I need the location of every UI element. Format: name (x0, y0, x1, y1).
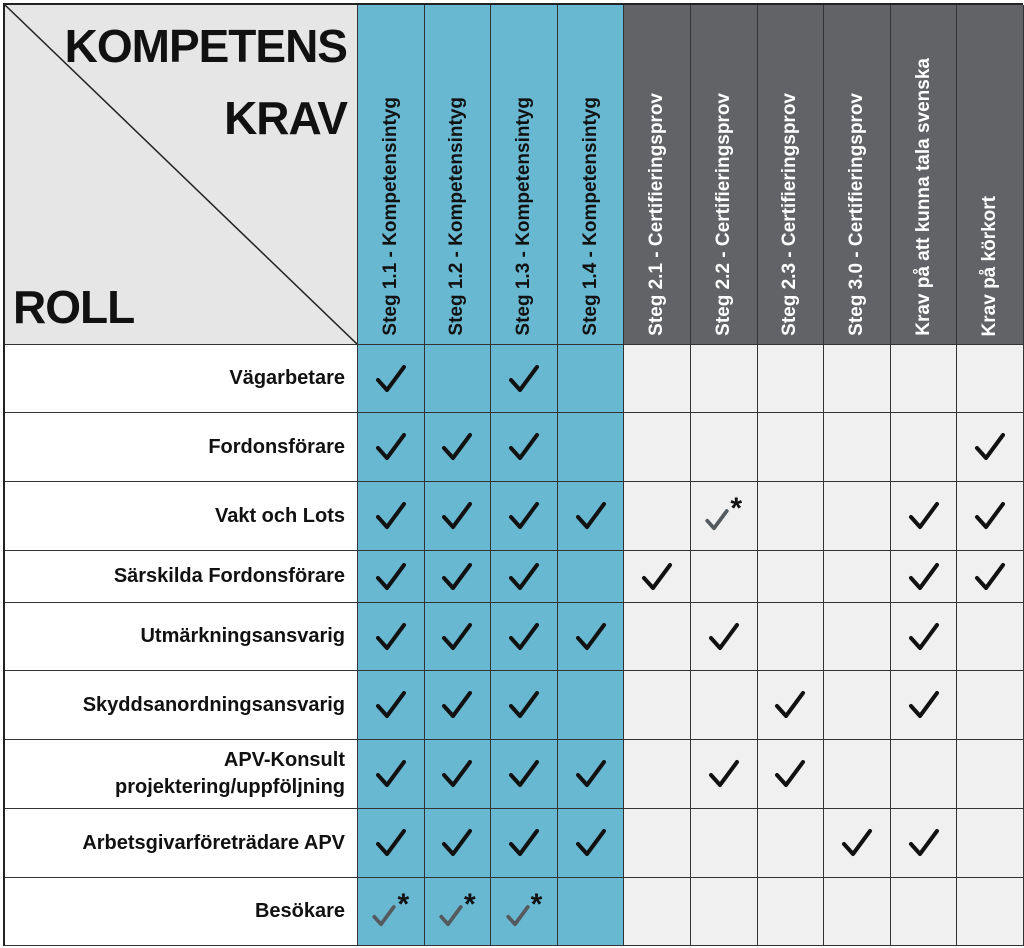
matrix-cell (957, 551, 1024, 603)
matrix-cell (758, 551, 825, 603)
matrix-cell (824, 671, 891, 740)
matrix-cell (824, 551, 891, 603)
check-icon (441, 689, 473, 721)
check-icon (908, 827, 940, 859)
matrix-cell (425, 740, 492, 809)
column-header-label: Steg 1.4 - Kompetensintyg (579, 97, 601, 336)
column-header-2 (425, 5, 492, 345)
matrix-cell (491, 345, 558, 413)
column-header-6 (691, 5, 758, 345)
matrix-cell (624, 671, 691, 740)
asterisk-mark: * (530, 887, 543, 921)
matrix-cell (558, 671, 625, 740)
matrix-cell (691, 413, 758, 482)
asterisk-mark: * (397, 887, 410, 921)
check-icon (441, 561, 473, 593)
matrix-cell (957, 413, 1024, 482)
matrix-cell (425, 878, 492, 946)
column-header-9 (891, 5, 958, 345)
check-icon (508, 363, 540, 395)
check-icon (375, 827, 407, 859)
check-icon (575, 621, 607, 653)
matrix-cell (691, 671, 758, 740)
check-icon (908, 500, 940, 532)
column-header-4 (558, 5, 625, 345)
check-icon (441, 758, 473, 790)
matrix-cell (758, 482, 825, 551)
matrix-cell (358, 878, 425, 946)
matrix-cell (558, 740, 625, 809)
role-label: Utmärkningsansvarig (140, 625, 345, 647)
column-header-10 (957, 5, 1024, 345)
matrix-cell (824, 482, 891, 551)
check-icon (508, 561, 540, 593)
check-icon (575, 500, 607, 532)
competence-matrix (3, 3, 1023, 946)
matrix-cell (758, 345, 825, 413)
check-icon (375, 561, 407, 593)
role-cell (5, 413, 358, 482)
column-header-label: Steg 2.2 - Certifieringsprov (712, 93, 734, 336)
matrix-cell (824, 809, 891, 878)
matrix-cell (491, 551, 558, 603)
matrix-cell (691, 740, 758, 809)
check-icon (441, 621, 473, 653)
matrix-cell (691, 482, 758, 551)
matrix-cell (758, 603, 825, 671)
matrix-cell (691, 603, 758, 671)
matrix-cell (957, 345, 1024, 413)
corner-title-cell (5, 5, 358, 345)
role-label: Vakt och Lots (214, 504, 345, 527)
matrix-cell (758, 413, 825, 482)
matrix-cell (957, 482, 1024, 551)
column-header-3 (491, 5, 558, 345)
matrix-cell (358, 551, 425, 603)
matrix-cell (491, 809, 558, 878)
check-icon (441, 431, 473, 463)
matrix-cell (624, 345, 691, 413)
check-icon (575, 758, 607, 790)
matrix-cell (691, 809, 758, 878)
check-icon (774, 689, 806, 721)
matrix-cell (824, 878, 891, 946)
matrix-cell (558, 878, 625, 946)
check-icon (908, 621, 940, 653)
conditional-check-icon (372, 887, 410, 928)
conditional-check-icon (506, 887, 543, 928)
check-icon (375, 689, 407, 721)
matrix-cell (957, 878, 1024, 946)
role-cell (5, 878, 358, 946)
matrix-cell (824, 740, 891, 809)
title-line-1: KOMPETENS (64, 20, 347, 72)
matrix-cell (957, 603, 1024, 671)
role-label: Skyddsanordningsansvarig (82, 693, 345, 716)
role-cell (5, 482, 358, 551)
matrix-cell (891, 603, 958, 671)
check-icon (508, 431, 540, 463)
check-icon (708, 621, 740, 653)
matrix-cell (891, 345, 958, 413)
matrix-cell (891, 413, 958, 482)
matrix-cell (558, 551, 625, 603)
column-header-7 (758, 5, 825, 345)
column-header-label: Steg 2.1 - Certifieringsprov (646, 93, 668, 336)
matrix-cell (957, 740, 1024, 809)
matrix-cell (358, 482, 425, 551)
matrix-cell (358, 603, 425, 671)
check-icon (375, 500, 407, 532)
matrix-cell (624, 482, 691, 551)
check-icon (641, 561, 673, 593)
column-header-label: Krav på körkort (979, 195, 1001, 336)
role-cell (5, 551, 358, 603)
matrix-cell (891, 671, 958, 740)
role-axis-label: ROLL (13, 281, 135, 333)
matrix-cell (691, 345, 758, 413)
check-icon (508, 689, 540, 721)
matrix-cell (358, 809, 425, 878)
check-icon (375, 621, 407, 653)
matrix-cell (891, 809, 958, 878)
column-header-label: Steg 3.0 - Certifieringsprov (845, 93, 867, 336)
conditional-check-icon (705, 492, 743, 532)
matrix-cell (491, 603, 558, 671)
role-label: Vägarbetare (229, 367, 345, 389)
asterisk-mark: * (730, 492, 743, 525)
role-label: Fordonsförare (208, 435, 345, 458)
role-cell (5, 740, 358, 809)
matrix-cell (624, 603, 691, 671)
matrix-cell (558, 345, 625, 413)
matrix-cell (358, 345, 425, 413)
matrix-cell (758, 671, 825, 740)
matrix-cell (957, 671, 1024, 740)
check-icon (908, 689, 940, 721)
column-header-label: Steg 2.3 - Certifieringsprov (779, 93, 801, 336)
matrix-cell (624, 413, 691, 482)
matrix-cell (358, 413, 425, 482)
matrix-cell (425, 809, 492, 878)
matrix-cell (624, 551, 691, 603)
matrix-cell (491, 482, 558, 551)
matrix-cell (891, 482, 958, 551)
check-icon (974, 431, 1006, 463)
check-icon (508, 500, 540, 532)
matrix-cell (491, 878, 558, 946)
check-icon (508, 758, 540, 790)
matrix-cell (691, 878, 758, 946)
role-label: Särskilda Fordonsförare (113, 565, 345, 587)
matrix-cell (425, 603, 492, 671)
matrix-cell (691, 551, 758, 603)
check-icon (708, 758, 740, 790)
matrix-cell (358, 740, 425, 809)
check-icon (441, 827, 473, 859)
conditional-check-icon (439, 887, 476, 928)
matrix-cell (758, 809, 825, 878)
matrix-cell (491, 413, 558, 482)
matrix-cell (425, 413, 492, 482)
matrix-cell (891, 878, 958, 946)
matrix-cell (824, 413, 891, 482)
matrix-cell (425, 671, 492, 740)
role-cell (5, 345, 358, 413)
check-icon (441, 500, 473, 532)
column-header-label: Steg 1.2 - Kompetensintyg (446, 97, 468, 336)
matrix-cell (558, 809, 625, 878)
matrix-cell (491, 740, 558, 809)
column-header-8 (824, 5, 891, 345)
column-header-1 (358, 5, 425, 345)
role-label: APV-Konsult projektering/uppföljning (115, 749, 345, 798)
role-cell (5, 603, 358, 671)
matrix-cell (558, 603, 625, 671)
role-label: Arbetsgivarföreträdare APV (82, 831, 345, 854)
check-icon (375, 363, 407, 395)
matrix-cell (491, 671, 558, 740)
matrix-cell (957, 809, 1024, 878)
check-icon (774, 758, 806, 790)
check-icon (841, 827, 873, 859)
matrix-cell (891, 551, 958, 603)
check-icon (375, 758, 407, 790)
column-header-label: Steg 1.3 - Kompetensintyg (512, 97, 534, 336)
matrix-cell (624, 878, 691, 946)
column-header-5 (624, 5, 691, 345)
role-cell (5, 671, 358, 740)
check-icon (908, 561, 940, 593)
asterisk-mark: * (464, 887, 476, 921)
matrix-cell (558, 482, 625, 551)
matrix-cell (824, 603, 891, 671)
matrix-cell (891, 740, 958, 809)
matrix-cell (758, 878, 825, 946)
role-cell (5, 809, 358, 878)
check-icon (508, 827, 540, 859)
matrix-cell (624, 740, 691, 809)
check-icon (974, 561, 1006, 593)
matrix-cell (758, 740, 825, 809)
check-icon (575, 827, 607, 859)
matrix-cell (558, 413, 625, 482)
matrix-cell (425, 551, 492, 603)
matrix-cell (358, 671, 425, 740)
matrix-cell (425, 482, 492, 551)
check-icon (508, 621, 540, 653)
check-icon (375, 431, 407, 463)
matrix-cell (824, 345, 891, 413)
matrix-cell (425, 345, 492, 413)
column-header-label: Krav på att kunna tala svenska (912, 58, 934, 336)
title-line-2: KRAV (224, 92, 347, 144)
column-header-label: Steg 1.1 - Kompetensintyg (379, 97, 401, 336)
check-icon (974, 500, 1006, 532)
role-label: Besökare (254, 900, 345, 922)
matrix-cell (624, 809, 691, 878)
